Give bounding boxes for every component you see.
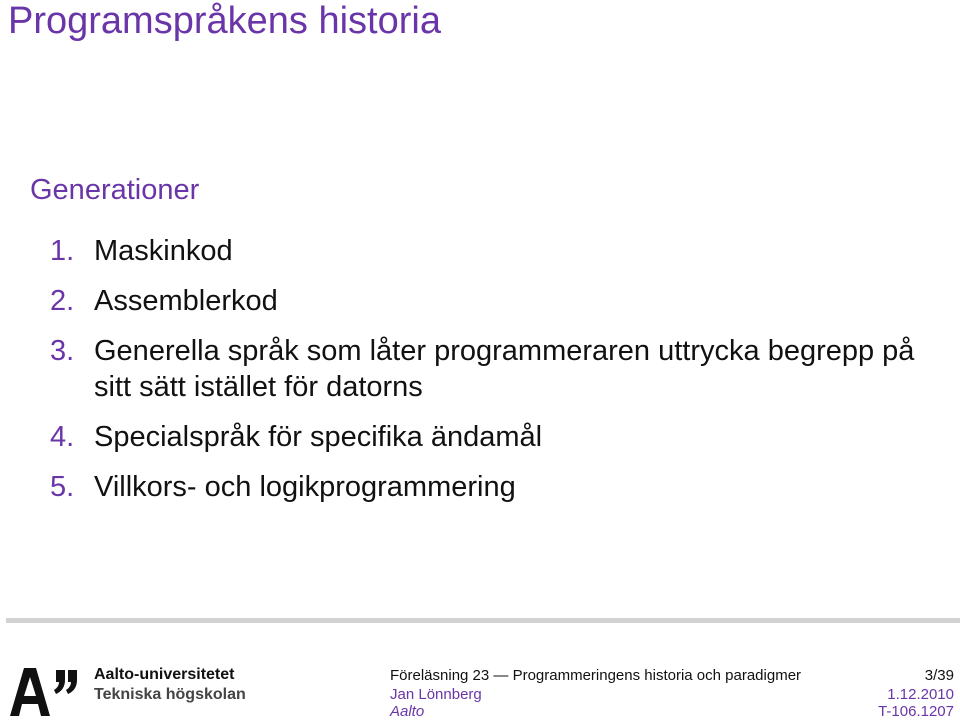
lecture-title: Föreläsning 23 — Programmeringens historia och paradigmer [390,667,802,684]
footer-divider [6,618,960,623]
list-number: 3. [50,335,75,367]
section-heading: Generationer [30,174,200,206]
page-number: 3/39 [924,667,954,684]
lecture-date: 1.12.2010 [887,686,954,703]
slide-title: Programspråkens historia [8,0,441,42]
author-name: Jan Lönnberg [390,686,482,703]
aalto-logo [8,664,80,718]
organization-name: Aalto [390,703,425,720]
list-text: Maskinkod [94,235,233,267]
list-number: 5. [50,471,75,503]
list-number: 1. [50,235,75,267]
list-text: Specialspråk för specifika ändamål [94,421,543,453]
list-number: 4. [50,421,75,453]
list-item [50,283,950,319]
list-item [50,419,950,455]
list-text: Generella språk som låter programmeraren uttrycka begrepp på sitt sätt istället för datorns [94,335,915,403]
generation-list [50,233,950,505]
list-text: Assemblerkod [94,285,278,317]
list-item [50,333,950,405]
list-item [50,233,950,269]
university-name [94,665,246,705]
list-text: Villkors- och logikprogrammering [94,471,516,503]
university-line-1: Aalto-universitetet [94,666,235,683]
list-number: 2. [50,285,75,317]
course-code: T-106.1207 [878,703,954,720]
university-line-2: Tekniska högskolan [94,686,246,703]
list-item [50,469,950,505]
